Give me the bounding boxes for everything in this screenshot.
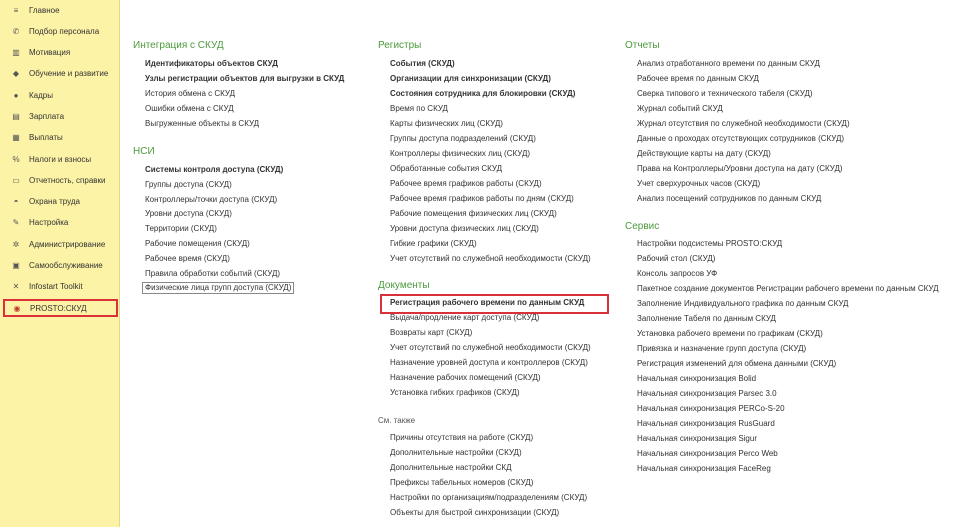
prosto-logo-icon: ◉ (13, 303, 21, 313)
integration-link[interactable]: Идентификаторы объектов СКУД (145, 59, 278, 68)
integration-link[interactable]: Узлы регистрации объектов для выгрузки в СКУД (145, 74, 345, 83)
see-also-link[interactable]: Префиксы табельных номеров (СКУД) (390, 478, 534, 487)
sidebar-item-7[interactable] (2, 128, 118, 146)
service-link[interactable]: Пакетное создание документов Регистрации рабочего времени по данным СКУД (637, 284, 939, 293)
monitor-icon: ▣ (12, 260, 20, 270)
service-link[interactable]: Начальная синхронизация Perco Web (637, 449, 778, 458)
registers-link[interactable]: Обработанные события СКУД (390, 164, 503, 173)
registers-link[interactable]: Время по СКУД (390, 104, 448, 113)
percent-icon: % (12, 154, 20, 164)
sidebar (0, 0, 120, 527)
see-also-link[interactable]: Дополнительные настройки (СКУД) (390, 448, 522, 457)
reports-link[interactable]: Данные о проходах отсутствующих сотрудников (СКУД) (637, 134, 845, 143)
service-link[interactable]: Начальная синхронизация Parsec 3.0 (637, 389, 777, 398)
section-title-nsi: НСИ (133, 146, 155, 157)
sidebar-item-label: Зарплата (29, 111, 65, 121)
payments-icon: ▦ (12, 132, 20, 142)
nsi-link[interactable]: Рабочие помещения (СКУД) (145, 239, 250, 248)
sidebar-item-label: Главное (29, 5, 60, 15)
sidebar-item-9[interactable] (2, 171, 118, 189)
reports-link[interactable]: Сверка типового и технического табеля (СКУД) (637, 89, 813, 98)
registers-link[interactable]: Контроллеры физических лиц (СКУД) (390, 149, 531, 158)
report-icon: ▭ (12, 175, 20, 185)
reports-link[interactable]: Журнал событий СКУД (637, 104, 723, 113)
sidebar-item-5[interactable] (2, 86, 118, 104)
nsi-link[interactable]: Правила обработки событий (СКУД) (145, 268, 281, 278)
service-link[interactable]: Привязка и назначение групп доступа (СКУД) (637, 344, 807, 353)
section-title-service: Сервис (625, 221, 660, 232)
documents-link[interactable]: Регистрация рабочего времени по данным СКУД (390, 298, 585, 307)
people-icon: ● (13, 90, 19, 100)
sidebar-item-8[interactable] (2, 150, 118, 168)
sidebar-item-10[interactable] (2, 192, 118, 210)
sidebar-item-13[interactable] (2, 256, 118, 274)
documents-link[interactable]: Назначение рабочих помещений (СКУД) (390, 373, 541, 382)
sidebar-item-label: PROSTO:СКУД (30, 303, 87, 313)
sidebar-item-label: Охрана труда (29, 196, 80, 206)
reports-link[interactable]: Действующие карты на дату (СКУД) (637, 149, 771, 158)
chart-icon: ▥ (12, 47, 20, 57)
sidebar-item-label: Обучение и развитие (29, 68, 109, 78)
see-also-link[interactable]: Дополнительные настройки СКД (390, 463, 512, 472)
section-title-integration: Интеграция с СКУД (133, 40, 224, 51)
documents-link[interactable]: Назначение уровней доступа и контроллеров (СКУД) (390, 358, 588, 367)
nsi-link[interactable]: Уровни доступа (СКУД) (145, 209, 232, 219)
sidebar-item-label: Кадры (29, 90, 53, 100)
documents-link[interactable]: Возвраты карт (СКУД) (390, 328, 473, 337)
service-link[interactable]: Начальная синхронизация Bolid (637, 374, 757, 383)
service-link[interactable]: Начальная синхронизация FaceReg (637, 464, 771, 473)
section-title-registers: Регистры (378, 40, 422, 51)
reports-link[interactable]: Анализ отработанного времени по данным СКУД (637, 59, 820, 68)
registers-link[interactable]: Рабочее время графиков работы (СКУД) (390, 179, 542, 188)
sidebar-item-label: Настройка (29, 217, 69, 227)
nsi-link[interactable]: Рабочее время (СКУД) (145, 253, 230, 263)
documents-link[interactable]: Установка гибких графиков (СКУД) (390, 388, 520, 397)
sidebar-item-4[interactable] (2, 64, 118, 82)
highlight-frame-document (380, 294, 609, 314)
integration-link[interactable]: Выгруженные объекты в СКУД (145, 119, 260, 128)
see-also-link[interactable]: Причины отсутствия на работе (СКУД) (390, 433, 534, 442)
registers-link[interactable]: Состояния сотрудника для блокировки (СКУД) (390, 89, 576, 98)
sidebar-item-label: Налоги и взносы (29, 154, 92, 164)
registers-link[interactable]: Уровни доступа физических лиц (СКУД) (390, 224, 539, 233)
sidebar-item-label: Администрирование (29, 239, 106, 249)
section-title-documents: Документы (378, 280, 430, 291)
sidebar-item-12[interactable] (2, 235, 118, 253)
sidebar-item-label: Мотивация (29, 47, 71, 57)
tools-icon: ✕ (12, 281, 20, 291)
sidebar-item-label: Подбор персонала (29, 26, 100, 36)
menu-icon: ≡ (13, 5, 19, 15)
see-also-link[interactable]: Объекты для быстрой синхронизации (СКУД) (390, 508, 560, 517)
sidebar-item-15[interactable] (3, 299, 118, 317)
section-title-see-also: См. также (378, 416, 416, 425)
nsi-link[interactable]: Контроллеры/точки доступа (СКУД) (145, 194, 278, 204)
nsi-link[interactable]: Физические лица групп доступа (СКУД) (142, 282, 294, 294)
helmet-icon: ◓ (13, 196, 19, 206)
service-link[interactable]: Заполнение Табеля по данным СКУД (637, 314, 776, 323)
service-link[interactable]: Заполнение Индивидуального графика по данным СКУД (637, 299, 849, 308)
sidebar-item-3[interactable] (2, 43, 118, 61)
registers-link[interactable]: Группы доступа подразделений (СКУД) (390, 134, 536, 143)
sidebar-item-14[interactable] (2, 277, 118, 295)
documents-link[interactable]: Выдача/продление карт доступа (СКУД) (390, 313, 540, 322)
sidebar-item-label: Infostart Toolkit (29, 281, 83, 291)
registers-link[interactable]: Учет отсутствий по служебной необходимости (СКУД) (390, 254, 591, 263)
graduation-cap-icon: ◆ (12, 68, 20, 78)
registers-link[interactable]: События (СКУД) (390, 59, 455, 68)
sidebar-item-label: Выплаты (29, 132, 63, 142)
reports-link[interactable]: Права на Контроллеры/Уровни доступа на дату (СКУД) (637, 164, 843, 173)
service-link[interactable]: Консоль запросов УФ (637, 269, 718, 278)
service-link[interactable]: Начальная синхронизация RusGuard (637, 419, 775, 428)
service-link[interactable]: Регистрация изменений для обмена данными (СКУД) (637, 359, 837, 368)
registers-link[interactable]: Карты физических лиц (СКУД) (390, 119, 503, 128)
gear-icon: ✲ (12, 239, 20, 249)
service-link[interactable]: Установка рабочего времени по графикам (СКУД) (637, 329, 823, 338)
service-link[interactable]: Настройки подсистемы PROSTO:СКУД (637, 239, 783, 248)
sidebar-item-label: Самообслуживание (29, 260, 103, 270)
service-link[interactable]: Начальная синхронизация Sigur (637, 434, 757, 443)
integration-link[interactable]: История обмена с СКУД (145, 89, 236, 98)
nsi-link[interactable]: Группы доступа (СКУД) (145, 179, 232, 189)
registers-link[interactable]: Рабочие помещения физических лиц (СКУД) (390, 209, 557, 218)
integration-link[interactable]: Ошибки обмена с СКУД (145, 104, 234, 113)
sidebar-item-11[interactable] (2, 213, 118, 231)
sidebar-item-1[interactable] (2, 1, 118, 19)
calculator-icon: ▤ (12, 111, 20, 121)
reports-link[interactable]: Журнал отсутствия по служебной необходимости (СКУД) (637, 119, 850, 128)
reports-link[interactable]: Учет сверхурочных часов (СКУД) (637, 179, 761, 188)
section-title-reports: Отчеты (625, 40, 660, 51)
service-link[interactable]: Рабочий стол (СКУД) (637, 254, 716, 263)
nsi-link[interactable]: Территории (СКУД) (145, 224, 217, 234)
reports-link[interactable]: Рабочее время по данным СКУД (637, 74, 759, 83)
sidebar-item-6[interactable] (2, 107, 118, 125)
sidebar-item-label: Отчетность, справки (29, 175, 106, 185)
reports-link[interactable]: Анализ посещений сотрудников по данным СКУД (637, 194, 822, 203)
phone-icon: ✆ (12, 26, 20, 36)
service-link[interactable]: Начальная синхронизация PERCo-S-20 (637, 404, 785, 413)
registers-link[interactable]: Гибкие графики (СКУД) (390, 239, 477, 248)
registers-link[interactable]: Организации для синхронизации (СКУД) (390, 74, 551, 83)
see-also-link[interactable]: Настройки по организациям/подразделениям (СКУД) (390, 493, 588, 502)
registers-link[interactable]: Рабочее время графиков работы по дням (СКУД) (390, 194, 574, 203)
wrench-icon: ✎ (12, 217, 20, 227)
documents-link[interactable]: Учет отсутствий по служебной необходимости (СКУД) (390, 343, 591, 352)
sidebar-item-2[interactable] (2, 22, 118, 40)
nsi-link[interactable]: Системы контроля доступа (СКУД) (145, 165, 284, 174)
